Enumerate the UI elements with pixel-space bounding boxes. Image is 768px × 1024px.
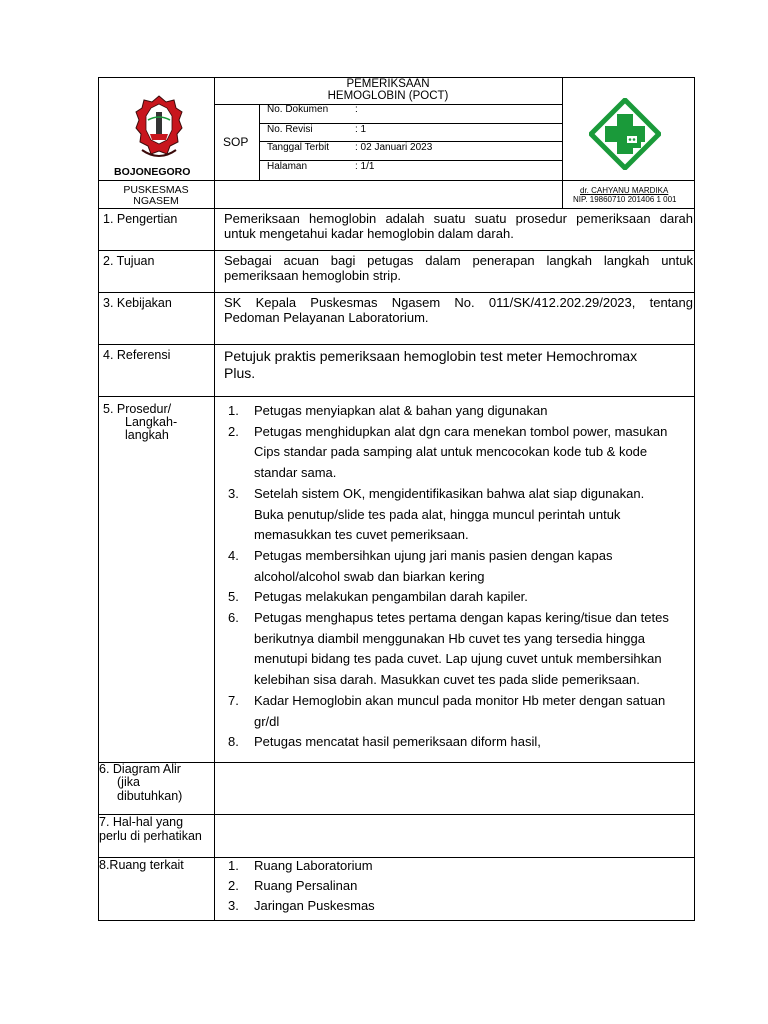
institution-line1: PUSKESMAS [123,184,189,196]
step-line: kelebihan sisa darah. Masukkan cuvet tes pada slide pemeriksaan. [254,672,640,688]
document-title-line1: PEMERIKSAAN [346,78,430,90]
bojonegoro-emblem-icon [134,94,184,164]
diagram-label-line3: dibutuhkan) [117,789,183,803]
header-row-divider [98,180,695,181]
prosedur-steps [218,401,696,753]
step-number: 7. [228,692,239,708]
doc-row-label: Tanggal Terbit [267,142,330,153]
signer-nip: NIP. 19860710 201406 1 001 [573,195,677,204]
list-item [218,856,688,876]
step-number: 4. [228,547,239,563]
doc-row-value: : 1 [355,124,367,135]
diagram-label-line1: 6. Diagram Alir [99,762,181,776]
prosedur-label-line2: Langkah- [125,415,178,429]
list-item [218,587,696,608]
column-divider [214,77,215,921]
item-text: Ruang Laboratorium [254,858,373,873]
item-number: 3. [228,898,239,913]
list-item [218,691,696,732]
hal-hal-label-line1: 7. Hal-hal yang [99,815,184,829]
step-number: 1. [228,403,239,418]
referensi-text-line2: Plus. [224,365,256,381]
step-number: 5. [228,589,239,605]
list-item [218,732,696,753]
doc-row-value: : 1/1 [355,161,375,172]
doc-row-value: : 02 Januari 2023 [355,142,433,153]
list-item [218,401,696,422]
doc-row-label: No. Revisi [267,124,313,135]
prosedur-label-line3: langkah [125,428,169,442]
ruang-list [218,856,688,916]
step-line: Petugas menghidupkan alat dgn cara menekan tombol power, masukan [254,423,668,439]
step-number: 2. [228,423,239,439]
tujuan-text-line1: Sebagai acuan bagi petugas dalam penerapan langkah langkah untuk [224,253,693,268]
ruang-label: 8.Ruang terkait [99,858,184,872]
institution-line2: NGASEM [133,195,179,207]
document-title-line2: HEMOGLOBIN (POCT) [327,90,449,102]
list-item [218,876,688,896]
step-line: gr/dl [254,713,280,729]
pengertian-text-line2: untuk mengetahui kadar hemoglobin dalam darah. [224,226,514,241]
diagram-label-line2: (jika [117,775,140,789]
step-line: Petugas menyiapkan alat & bahan yang digunakan [254,403,548,418]
list-item [218,608,696,691]
step-number: 3. [228,485,239,501]
step-number: 8. [228,734,239,750]
step-line: Petugas membersihkan ujung jari manis pasien dengan kapas [254,547,613,563]
doc-row-label: Halaman [267,161,308,172]
item-number: 2. [228,878,239,893]
list-item [218,896,688,916]
kebijakan-text-line1: SK Kepala Puskesmas Ngasem No. 011/SK/412.202.29/2023, tentang [224,295,693,310]
signer-name: dr. CAHYANU MARDIKA [580,186,669,195]
tujuan-label: 2. Tujuan [103,254,155,268]
list-item [218,484,696,546]
doc-row-value: : [355,104,358,115]
referensi-text-line1: Petujuk praktis pemeriksaan hemoglobin test meter Hemochromax [224,348,638,364]
referensi-label: 4. Referensi [103,348,171,362]
step-line: memasukkan tes cuvet pemeriksaan. [254,527,469,543]
step-line: berikutnya diambil menggunakan Hb cuvet tes yang tersedia hingga [254,630,645,646]
step-line: Petugas mencatat hasil pemeriksaan diform hasil, [254,734,541,750]
sop-label: SOP [223,135,249,149]
pengertian-text-line1: Pemeriksaan hemoglobin adalah suatu suatu prosedur pemeriksaan darah [224,211,693,226]
pengertian-label: 1. Pengertian [103,212,178,226]
doc-row-label: No. Dokumen [267,104,329,115]
step-line: Kadar Hemoglobin akan muncul pada monitor Hb meter dengan satuan [254,692,666,708]
item-text: Ruang Persalinan [254,878,358,893]
step-line: alcohol/alcohol swab dan biarkan kering [254,568,485,584]
border-bottom [98,920,695,921]
hal-hal-label-line2: perlu di perhatikan [99,829,202,843]
step-line: Petugas menghapus tetes pertama dengan kapas kering/tisue dan tetes [254,610,669,626]
list-item [218,422,696,484]
step-number: 6. [228,610,239,626]
sop-divider [259,104,260,181]
prosedur-label-line1: 5. Prosedur/ [103,402,172,416]
step-line: menutupi bidang tes pada cuvet. Lap ujung cuvet untuk membersihkan [254,651,662,667]
tujuan-text-line2: pemeriksaan hemoglobin strip. [224,268,402,283]
header-right-divider [562,77,563,208]
list-item [218,546,696,587]
kebijakan-label: 3. Kebijakan [103,296,172,310]
step-line: Setelah sistem OK, mengidentifikasikan bahwa alat siap digunakan. [254,485,645,501]
kebijakan-text-line2: Pedoman Pelayanan Laboratorium. [224,310,429,325]
item-number: 1. [228,858,239,873]
item-text: Jaringan Puskesmas [254,898,375,913]
logo-left-label: BOJONEGORO [114,166,191,178]
step-line: Buka penutup/slide tes pada alat, hingga muncul perintah untuk [254,506,621,522]
puskesmas-logo-icon [589,98,661,170]
step-line: Cips standar pada samping alat untuk mencocokan kode tub & kode [254,444,648,460]
step-line: Petugas melakukan pengambilan darah kapiler. [254,589,528,605]
step-line: standar sama. [254,465,337,481]
